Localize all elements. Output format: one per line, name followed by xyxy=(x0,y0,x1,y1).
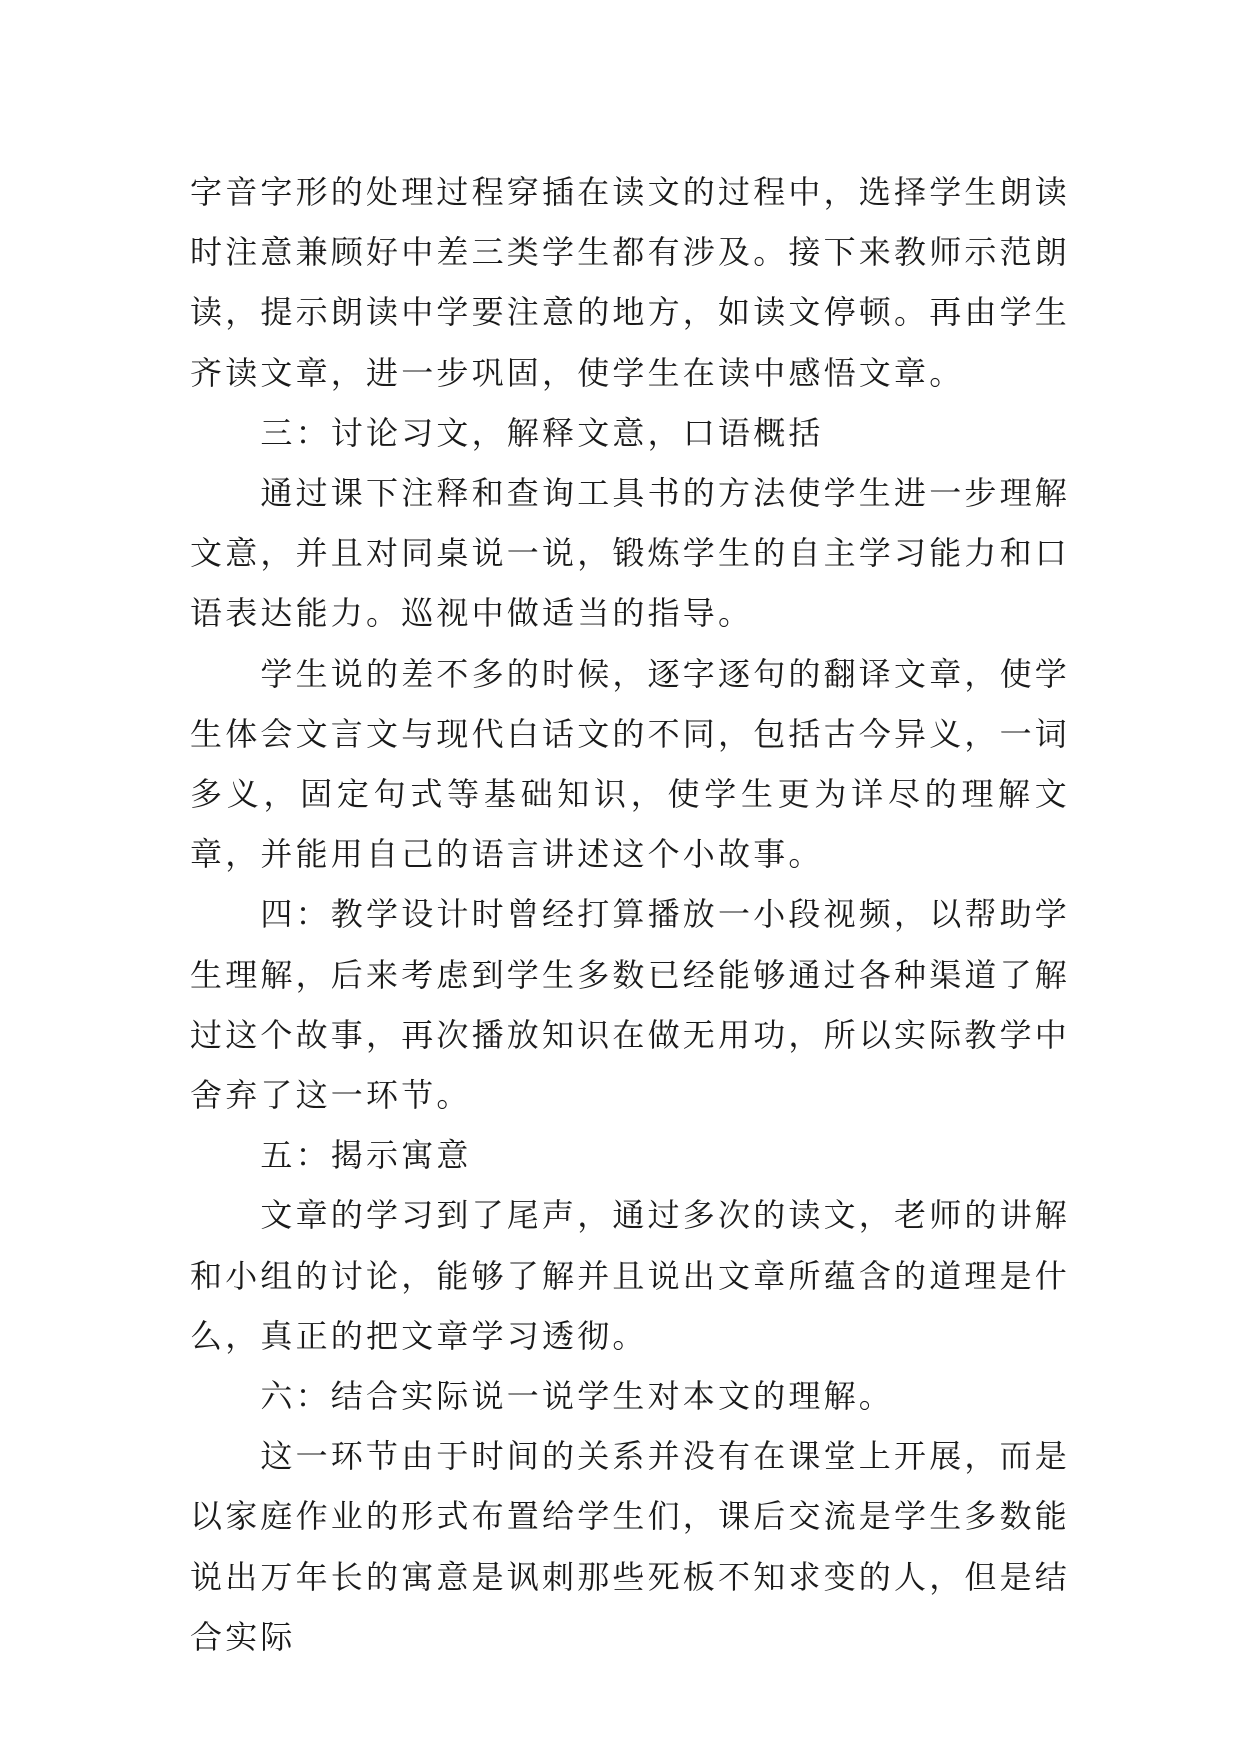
paragraph-video-design: 四：教学设计时曾经打算播放一小段视频，以帮助学生理解，后来考虑到学生多数已经能够通过各种渠道了解过这个故事，再次播放知识在做无用功，所以实际教学中舍弃了这一环节。 xyxy=(190,895,1071,1115)
paragraph-annotation-study: 通过课下注释和查询工具书的方法使学生进一步理解文意，并且对同桌说一说，锻炼学生的自主学习能力和口语表达能力。巡视中做适当的指导。 xyxy=(190,474,1071,633)
paragraph-reading-process: 字音字形的处理过程穿插在读文的过程中，选择学生朗读时注意兼顾好中差三类学生都有涉及。接下来教师示范朗读，提示朗读中学要注意的地方，如读文停顿。再由学生齐读文章，进一步巩固，使学生在读中感悟文章。 xyxy=(190,173,1071,392)
document-body xyxy=(190,162,1070,1667)
section-heading-five: 五：揭示寓意 xyxy=(260,1136,472,1175)
section-heading-six: 六：结合实际说一说学生对本文的理解。 xyxy=(260,1377,894,1416)
paragraph-translation: 学生说的差不多的时候，逐字逐句的翻译文章，使学生体会文言文与现代白话文的不同，包括古今异义，一词多义，固定句式等基础知识，使学生更为详尽的理解文章，并能用自己的语言讲述这个小故事。 xyxy=(190,654,1071,874)
section-heading-three: 三：讨论习文，解释文意，口语概括 xyxy=(260,413,824,452)
paragraph-homework: 这一环节由于时间的关系并没有在课堂上开展，而是以家庭作业的形式布置给学生们，课后交流是学生多数能说出万年长的寓意是讽刺那些死板不知求变的人，但是结合实际 xyxy=(190,1437,1071,1656)
paragraph-moral: 文章的学习到了尾声，通过多次的读文，老师的讲解和小组的讨论，能够了解并且说出文章所蕴含的道理是什么，真正的把文章学习透彻。 xyxy=(190,1196,1071,1355)
